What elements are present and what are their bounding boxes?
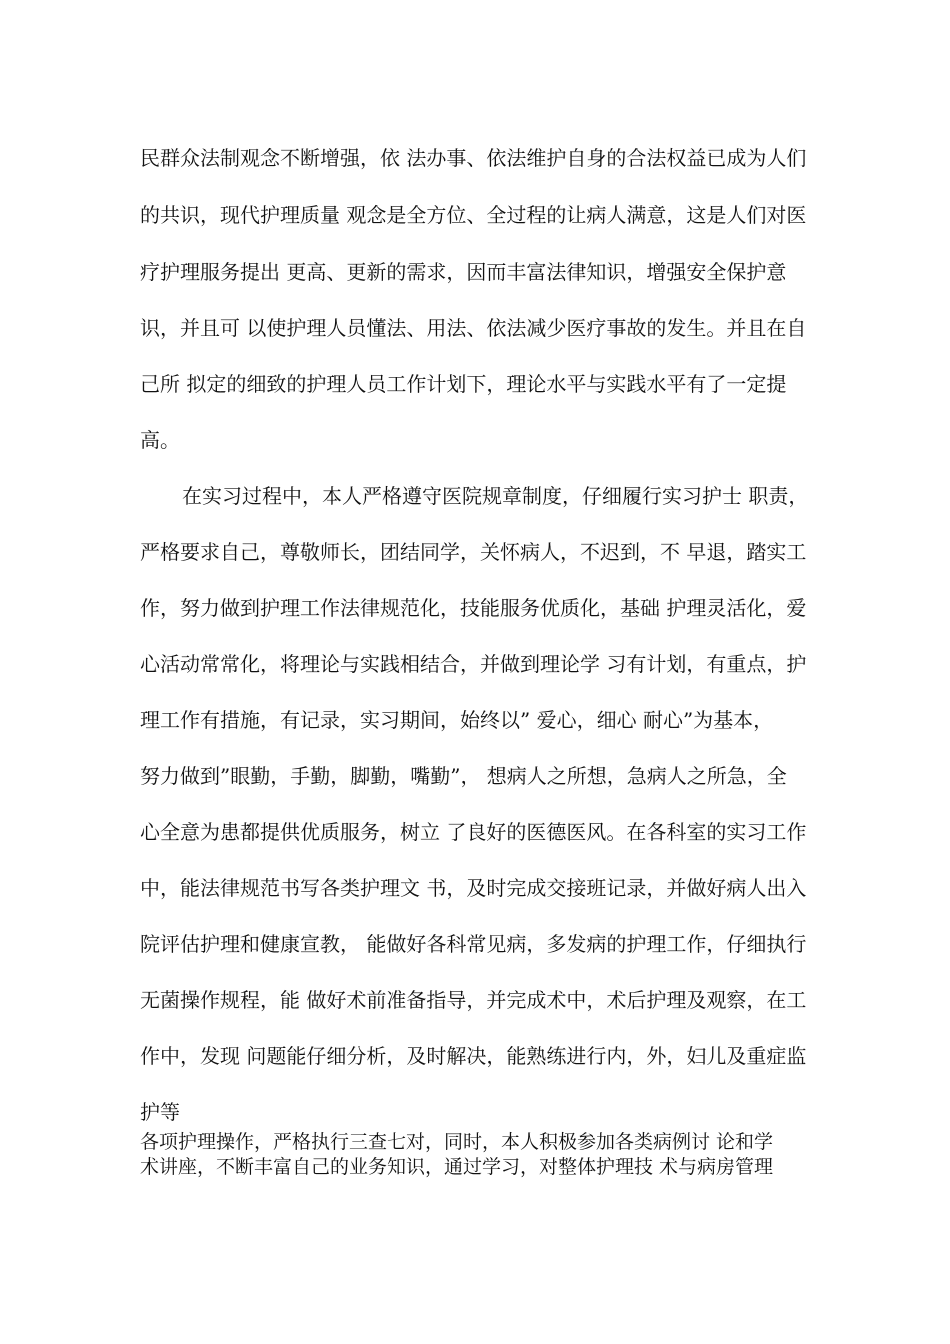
paragraph2-line-10: 无菌操作规程，能 做好术前准备指导，并完成术中，术后护理及观察，在工: [140, 988, 807, 1012]
paragraph2-line-4: 心活动常常化，将理论与实践相结合，并做到理论学 习有计划，有重点，护: [140, 652, 807, 676]
paragraph1-line-3: 疗护理服务提出 更高、更新的需求，因而丰富法律知识，增强安全保护意: [140, 260, 787, 284]
paragraph2-line-9: 院评估护理和健康宣教， 能做好各科常见病，多发病的护理工作，仔细执行: [140, 932, 807, 956]
paragraph1-line-1: 民群众法制观念不断增强，依 法办事、依法维护自身的合法权益已成为人们: [140, 146, 807, 170]
paragraph1-line-2: 的共识，现代护理质量 观念是全方位、全过程的让病人满意，这是人们对医: [140, 203, 807, 227]
paragraph2-line-11: 作中，发现 问题能仔细分析，及时解决，能熟练进行内，外，妇儿及重症监: [140, 1044, 807, 1068]
paragraph2-line-8: 中，能法律规范书写各类护理文 书，及时完成交接班记录，并做好病人出入: [140, 876, 807, 900]
paragraph1-line-5: 己所 拟定的细致的护理人员工作计划下，理论水平与实践水平有了一定提: [140, 372, 787, 396]
paragraph2-line-5: 理工作有措施，有记录，实习期间，始终以” 爱心，细心 耐心”为基本，: [140, 708, 774, 732]
paragraph2-line-7: 心全意为患都提供优质服务，树立 了良好的医德医风。在各科室的实习工作: [140, 820, 807, 844]
paragraph1-line-4: 识，并且可 以使护理人员懂法、用法、依法减少医疗事故的发生。并且在自: [140, 316, 807, 340]
paragraph1-line-6: 高。: [140, 428, 180, 452]
paragraph2-line-2: 严格要求自己，尊敬师长，团结同学，关怀病人，不迟到，不 早退，踏实工: [140, 540, 807, 564]
paragraph3-line-2: 术讲座，不断丰富自己的业务知识，通过学习，对整体护理技 术与病房管理: [140, 1156, 774, 1178]
paragraph2-line-3: 作，努力做到护理工作法律规范化，技能服务优质化，基础 护理灵活化，爱: [140, 596, 807, 620]
paragraph2-line-1: 在实习过程中，本人严格遵守医院规章制度，仔细履行实习护士 职责，: [182, 484, 809, 508]
paragraph2-line-12: 护等: [140, 1100, 180, 1124]
paragraph3-line-1: 各项护理操作，严格执行三查七对，同时，本人积极参加各类病例讨 论和学: [140, 1131, 774, 1153]
paragraph2-line-6: 努力做到”眼勤，手勤，脚勤，嘴勤”， 想病人之所想，急病人之所急，全: [140, 764, 787, 788]
